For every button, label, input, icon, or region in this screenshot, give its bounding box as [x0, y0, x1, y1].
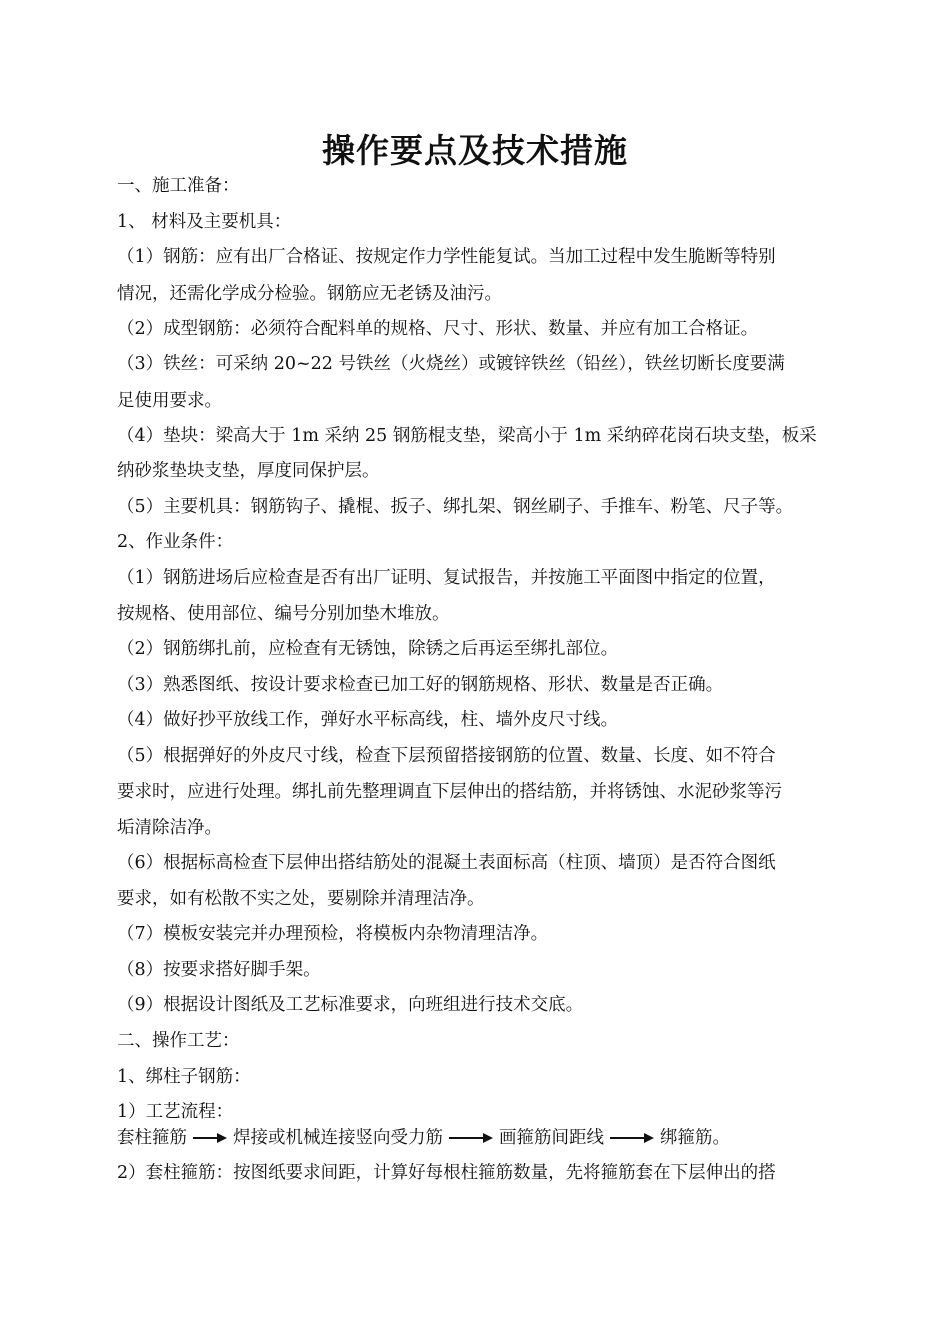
flow-step-4: 绑箍筋。 [660, 1128, 730, 1148]
right-arrow-icon [610, 1132, 654, 1144]
text-line: 垢清除洁净。 [117, 818, 222, 838]
text-line: （2）钢筋绑扎前，应检查有无锈蚀，除锈之后再运至绑扎部位。 [117, 639, 619, 659]
process-flow [117, 1124, 730, 1152]
text-line: 纳砂浆垫块支垫，厚度同保护层。 [117, 461, 380, 481]
process-flow-heading: 1）工艺流程： [117, 1102, 234, 1122]
text-line: 要求时，应进行处理。绑扎前先整理调直下层伸出的搭结筋，并将锈蚀、水泥砂浆等污 [117, 782, 782, 802]
text-line: （5）主要机具：钢筋钩子、撬棍、扳子、绑扎架、钢丝刷子、手推车、粉笔、尺子等。 [117, 497, 794, 517]
document-title: 操作要点及技术措施 [322, 131, 628, 170]
flow-step-1: 套柱箍筋 [117, 1128, 187, 1148]
text-line: （4）垫块：梁高大于 1m 采纳 25 钢筋棍支垫，梁高小于 1m 采纳碎花岗石块支垫，板采 [117, 426, 817, 446]
subsection-materials: 1、 材料及主要机具： [117, 212, 292, 232]
text-line: （3）熟悉图纸、按设计要求检查已加工好的钢筋规格、形状、数量是否正确。 [117, 675, 724, 695]
flow-step-3: 画箍筋间距线 [499, 1128, 604, 1148]
subsection-conditions: 2、作业条件： [117, 532, 234, 552]
text-line: （3）铁丝：可采纳 20~22 号铁丝（火烧丝）或镀锌铁丝（铅丝），铁丝切断长度要满 [117, 354, 785, 374]
section-heading-preparation: 一、施工准备： [117, 176, 240, 196]
text-line: （4）做好抄平放线工作，弹好水平标高线，柱、墙外皮尺寸线。 [117, 710, 619, 730]
text-line: 足使用要求。 [117, 391, 222, 411]
right-arrow-icon [193, 1132, 227, 1144]
text-line: （1）钢筋进场后应检查是否有出厂证明、复试报告，并按施工平面图中指定的位置， [117, 568, 776, 588]
text-line: 2）套柱箍筋：按图纸要求间距，计算好每根柱箍筋数量，先将箍筋套在下层伸出的搭 [117, 1163, 776, 1183]
text-line: （9）根据设计图纸及工艺标准要求，向班组进行技术交底。 [117, 995, 584, 1015]
text-line: （7）模板安装完并办理预检，将模板内杂物清理洁净。 [117, 924, 549, 944]
flow-step-2: 焊接或机械连接竖向受力筋 [233, 1128, 443, 1148]
text-line: 按规格、使用部位、编号分别加垫木堆放。 [117, 604, 450, 624]
text-line: （8）按要求搭好脚手架。 [117, 960, 321, 980]
subsection-column-rebar: 1、绑柱子钢筋： [117, 1067, 251, 1087]
right-arrow-icon [449, 1132, 493, 1144]
text-line: 情况，还需化学成分检验。钢筋应无老锈及油污。 [117, 284, 502, 304]
text-line: （2）成型钢筋：必须符合配料单的规格、尺寸、形状、数量、并应有加工合格证。 [117, 319, 759, 339]
text-line: 要求，如有松散不实之处，要剔除并清理洁净。 [117, 889, 485, 909]
text-line: （5）根据弹好的外皮尺寸线，检查下层预留搭接钢筋的位置、数量、长度、如不符合 [117, 746, 776, 766]
text-line: （6）根据标高检查下层伸出搭结筋处的混凝土表面标高（柱顶、墙顶）是否符合图纸 [117, 853, 776, 873]
text-line: （1）钢筋：应有出厂合格证、按规定作力学性能复试。当加工过程中发生脆断等特别 [117, 247, 776, 267]
section-heading-operation: 二、操作工艺： [117, 1031, 240, 1051]
